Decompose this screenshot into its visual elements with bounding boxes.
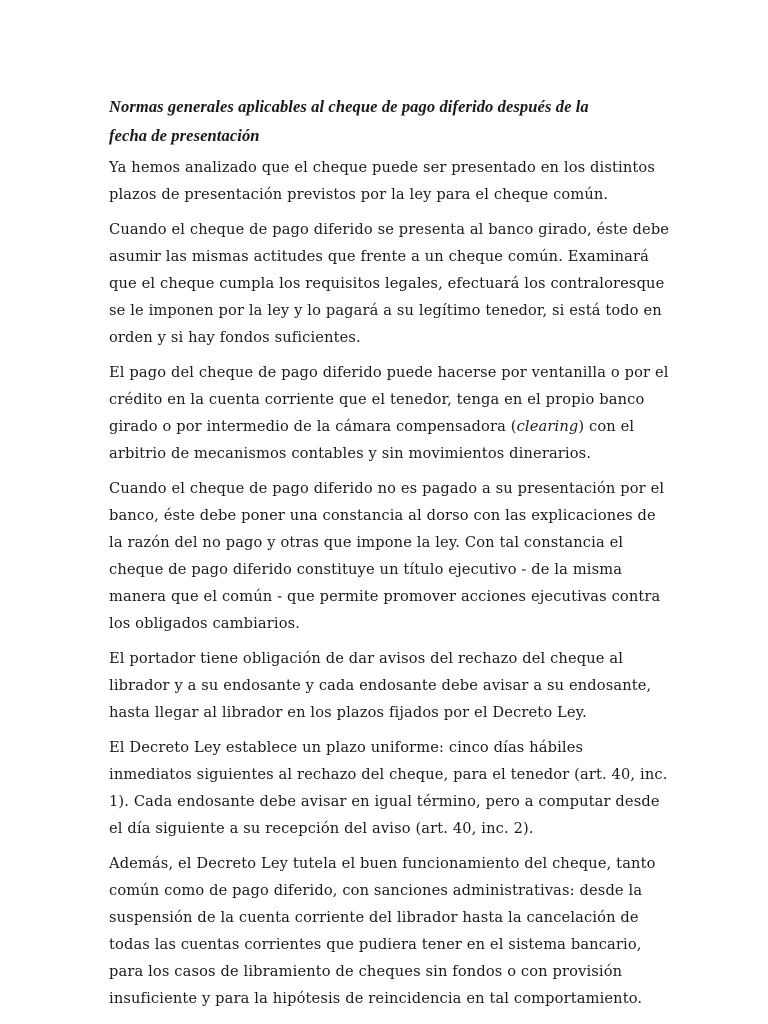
clearing-term: clearing (516, 418, 579, 435)
paragraph-6 (109, 734, 668, 842)
paragraph-7 (109, 850, 661, 1012)
text-fragment: ) con el (578, 418, 635, 435)
paragraph-3 (109, 359, 669, 467)
text-line: Cuando el cheque de pago diferido no es pagado a su presentación por el (109, 480, 665, 497)
text-line: El Decreto Ley establece un plazo uniforme: cinco días hábiles (109, 739, 584, 756)
text-line: El portador tiene obligación de dar avisos del rechazo del cheque al (109, 650, 624, 667)
text-line: orden y si hay fondos suficientes. (109, 329, 361, 346)
text-line: 1). Cada endosante debe avisar en igual término, pero a computar desde (109, 793, 660, 810)
paragraph-2 (109, 216, 670, 351)
text-line: plazos de presentación previstos por la ley para el cheque común. (109, 186, 609, 203)
paragraph-5 (109, 645, 661, 726)
text-line: Cuando el cheque de pago diferido se presenta al banco girado, éste debe (109, 221, 670, 238)
text-fragment: girado o por intermedio de la cámara compensadora ( (109, 418, 517, 435)
text-line: suspensión de la cuenta corriente del librador hasta la cancelación de (109, 909, 639, 926)
text-line: banco, éste debe poner una constancia al dorso con las explicaciones de (109, 507, 656, 524)
text-line: manera que el común - que permite promover acciones ejecutivas contra (109, 588, 661, 605)
text-line: insuficiente y para la hipótesis de reincidencia en tal comportamiento. (109, 990, 643, 1007)
text-line: librador y a su endosante y cada endosante debe avisar a su endosante, (109, 677, 652, 694)
text-line: todas las cuentas corrientes que pudiera tener en el sistema bancario, (109, 936, 642, 953)
document-page (109, 92, 670, 1020)
text-line: Ya hemos analizado que el cheque puede ser presentado en los distintos (109, 159, 655, 176)
text-line: hasta llegar al librador en los plazos fijados por el Decreto Ley. (109, 704, 587, 721)
text-line: común como de pago diferido, con sanciones administrativas: desde la (109, 882, 643, 899)
text-line: se le imponen por la ley y lo pagará a su legítimo tenedor, si está todo en (109, 302, 662, 319)
text-line: El pago del cheque de pago diferido puede hacerse por ventanilla o por el (109, 364, 669, 381)
text-line: arbitrio de mecanismos contables y sin movimientos dinerarios. (109, 445, 592, 462)
text-line: los obligados cambiarios. (109, 615, 301, 632)
document-title (109, 92, 661, 150)
text-line: la razón del no pago y otras que impone la ley. Con tal constancia el (109, 534, 624, 551)
text-line: Además, el Decreto Ley tutela el buen funcionamiento del cheque, tanto (109, 855, 656, 872)
text-line: crédito en la cuenta corriente que el tenedor, tenga en el propio banco (109, 391, 645, 408)
title-line: fecha de presentación (109, 126, 260, 145)
paragraph-1 (109, 154, 661, 208)
paragraph-4 (109, 475, 665, 637)
text-line: para los casos de libramiento de cheques sin fondos o con provisión (109, 963, 623, 980)
text-line: cheque de pago diferido constituye un título ejecutivo - de la misma (109, 561, 623, 578)
text-line-clearing (109, 413, 661, 440)
text-line: el día siguiente a su recepción del aviso (art. 40, inc. 2). (109, 820, 534, 837)
text-line: asumir las mismas actitudes que frente a un cheque común. Examinará (109, 248, 650, 265)
title-line: Normas generales aplicables al cheque de pago diferido después de la (109, 97, 589, 116)
text-line: que el cheque cumpla los requisitos legales, efectuará los contraloresque (109, 275, 665, 292)
text-line: inmediatos siguientes al rechazo del cheque, para el tenedor (art. 40, inc. (109, 766, 668, 783)
